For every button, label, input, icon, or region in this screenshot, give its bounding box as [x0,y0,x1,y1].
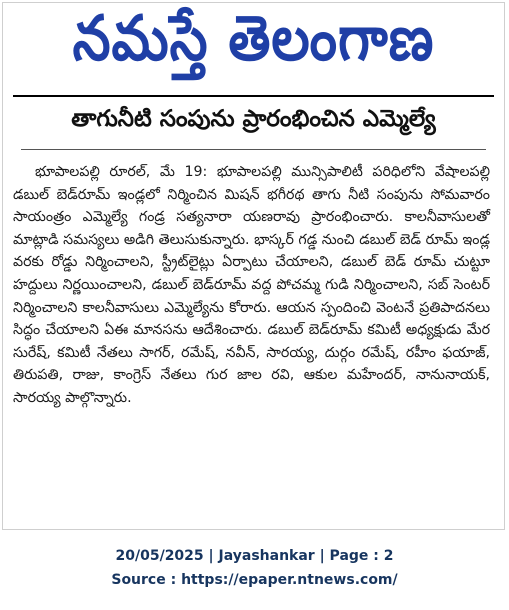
article-headline: తాగునీటి సంపును ప్రారంభించిన ఎమ్మెల్యే [71,106,436,132]
edition-info: 20/05/2025 | Jayashankar | Page : 2 [115,548,394,564]
article-paragraph: భూపాలపల్లి రూరల్, మే 19: భూపాలపల్లి మున్సిపాలిటీ పరిధిలోని వేషాలపల్లి డబుల్ బెడ్‌రూమ్ ఇండ్లలో నిర్మించిన మిషన్ భగీరథ తాగు నీటి సంపును సోమవారం సాయంత్రం ఎమ్మెల్యే గండ్ర సత్యనారా యణరావు ప్రారంభించారు. కాలనీవాసులతో మాట్లాడి సమస్యలు అడిగి తెలుసుకున్నారు. భాస్కర్ గడ్డ నుంచి డబుల్ బెడ్ రూమ్ ఇండ్ల వరకు రోడ్డు నిర్మించాలని, స్ట్రీట్‌లైట్లు ఏర్పాటు చేయాలని, డబుల్ బెడ్ రూమ్ చుట్టూ హద్దులు నిర్ణయించాలని, డబుల్ బెడ్‌రూమ్ వద్ద పోచమ్మ గుడి నిర్మించాలని, సబ్ సెంటర్ నిర్మించాలని కాలనీవాసులు ఎమ్మెల్యేను కోరారు. ఆయన స్పందించి వెంటనే ప్రతిపాదనలు సిద్ధం చేయాలని ఏఈ మానసను ఆదేశించారు. డబుల్ బెడ్‌రూమ్ కమిటీ అధ్యక్షుడు మేర సురేష్, కమిటీ నేతలు సాగర్, రమేష్, నవీన్, సారయ్య, దుర్గం రమేష్, రహీం ఫయాజ్, తిరుపతి, రాజు, కాంగ్రెస్ నేతలు గుర జాల రవి, ఆకుల మహేందర్, నానునాయక్, సారయ్య పాల్గొన్నారు. [13,164,490,406]
source-link[interactable]: Source : https://epaper.ntnews.com/ [111,572,398,588]
headline-divider [21,149,486,150]
source-footer [0,544,509,592]
article-body [13,161,490,410]
masthead-divider [13,95,494,97]
news-clipping [2,2,505,530]
newspaper-title: నమస్తే తెలంగాణ [72,1,435,75]
masthead [3,1,504,83]
